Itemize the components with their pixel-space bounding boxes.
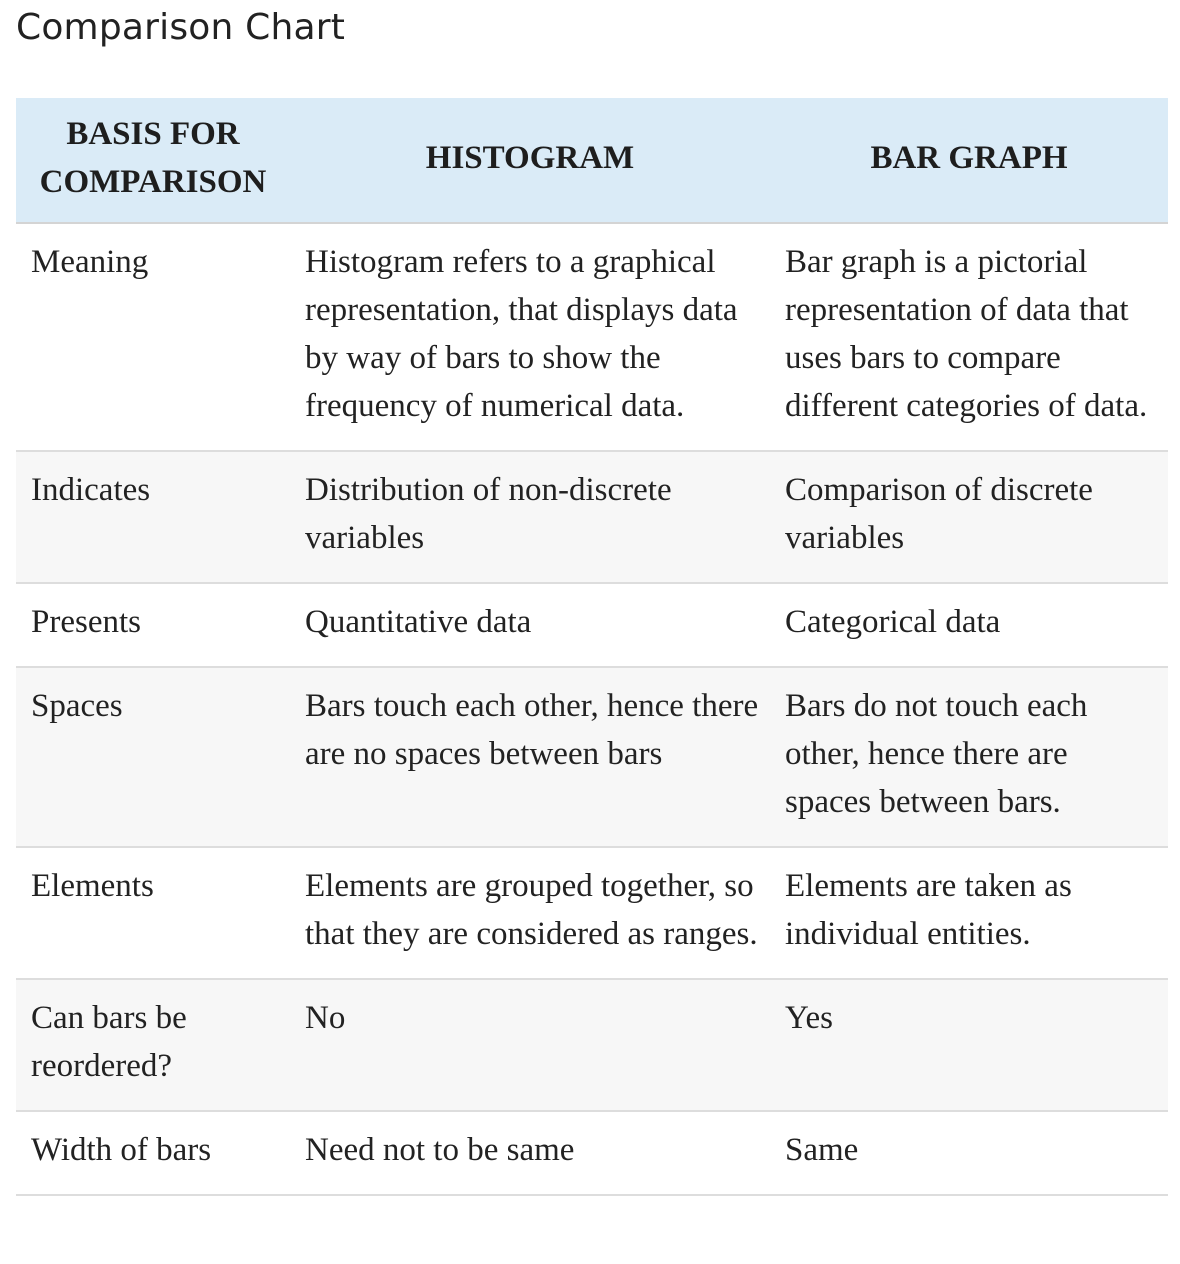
comparison-table [16,98,1168,1196]
row-bar-graph-value: Bar graph is a pictorial representation of data that uses bars to compare different categories of data. [770,223,1168,451]
row-bar-graph-value: Same [770,1111,1168,1195]
row-basis: Indicates [16,451,290,583]
page-title: Comparison Chart [16,7,346,48]
table-header [16,98,1168,223]
table-row [16,847,1168,979]
header-basis: BASIS FOR COMPARISON [16,98,290,223]
row-basis: Can bars be reordered? [16,979,290,1111]
row-basis: Spaces [16,667,290,847]
table-row [16,223,1168,451]
row-basis: Presents [16,583,290,667]
row-histogram-value: Distribution of non-discrete variables [290,451,770,583]
table-row [16,451,1168,583]
row-bar-graph-value: Elements are taken as individual entities. [770,847,1168,979]
row-basis: Width of bars [16,1111,290,1195]
row-histogram-value: Bars touch each other, hence there are no spaces between bars [290,667,770,847]
header-histogram: HISTOGRAM [290,98,770,223]
row-bar-graph-value: Yes [770,979,1168,1111]
table-row [16,667,1168,847]
header-bar-graph: BAR GRAPH [770,98,1168,223]
row-histogram-value: Quantitative data [290,583,770,667]
row-bar-graph-value: Categorical data [770,583,1168,667]
row-histogram-value: Need not to be same [290,1111,770,1195]
row-basis: Elements [16,847,290,979]
row-bar-graph-value: Comparison of discrete variables [770,451,1168,583]
table-row [16,1111,1168,1195]
row-histogram-value: Elements are grouped together, so that they are considered as ranges. [290,847,770,979]
row-bar-graph-value: Bars do not touch each other, hence there are spaces between bars. [770,667,1168,847]
row-histogram-value: No [290,979,770,1111]
table-row [16,583,1168,667]
header-row [16,98,1168,223]
table-row [16,979,1168,1111]
row-histogram-value: Histogram refers to a graphical representation, that displays data by way of bars to show the frequency of numerical data. [290,223,770,451]
table-body [16,223,1168,1195]
row-basis: Meaning [16,223,290,451]
